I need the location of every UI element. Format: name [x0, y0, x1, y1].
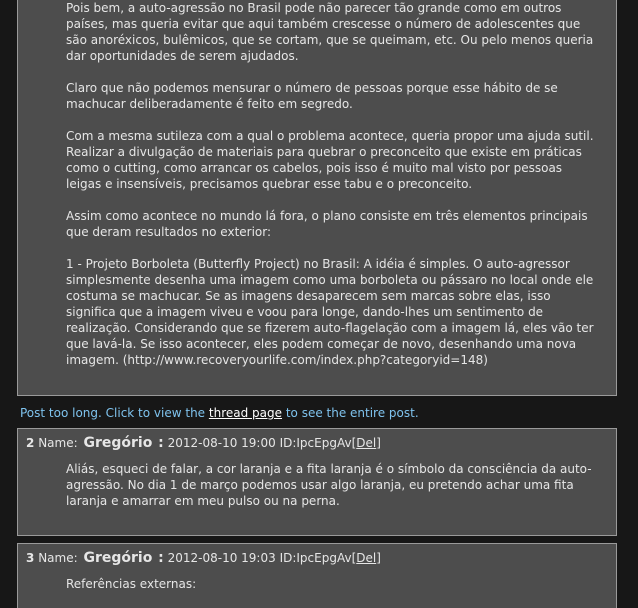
thread-page-link[interactable]: thread page — [208, 406, 283, 420]
post-1-paragraph: Assim como acontece no mundo lá fora, o plano consiste em três elementos principais que deram resultados no exterior: — [66, 209, 588, 239]
poster-id: ID:IpcEpgAv — [279, 436, 352, 450]
del-open-bracket: [ — [351, 436, 357, 450]
post-2-header — [26, 435, 381, 451]
post-1-body — [66, 0, 596, 368]
post-number[interactable]: 2 — [26, 436, 35, 450]
post-number[interactable]: 3 — [26, 551, 35, 565]
post-1 — [17, 0, 617, 396]
notice-suffix: to see the entire post. — [282, 406, 419, 420]
del-close-bracket: ] — [376, 551, 381, 565]
name-label: Name: — [38, 551, 78, 565]
name-separator: : — [158, 435, 164, 451]
delete-link[interactable]: Del — [356, 551, 377, 565]
post-datetime: 2012-08-10 19:03 — [167, 551, 276, 565]
name-label: Name: — [38, 436, 78, 450]
post-1-paragraph: Com a mesma sutileza com a qual o problema acontece, queria propor uma ajuda sutil. Realizar a divulgação de materiais para quebrar o preconceito que existe em práticas como o cutting, como arrancar os cabelos, pois isso é muito mal visto por pessoas leigas e insensíveis, precisamos quebrar esse tabu e o preconceito. — [66, 129, 594, 191]
post-1-paragraph: Claro que não podemos mensurar o número de pessoas porque esse hábito de se machucar deliberadamente é feito em segredo. — [66, 81, 558, 111]
notice-prefix: Post too long. Click to view the — [20, 406, 209, 420]
delete-link[interactable]: Del — [356, 436, 377, 450]
post-datetime: 2012-08-10 19:00 — [167, 436, 276, 450]
name-separator: : — [158, 550, 164, 566]
poster-id: ID:IpcEpgAv — [279, 551, 352, 565]
post-too-long-notice — [20, 405, 419, 421]
poster-name: Gregório — [83, 435, 153, 451]
del-open-bracket: [ — [351, 551, 357, 565]
post-3-header — [26, 550, 381, 566]
post-3-body: Referências externas: — [66, 577, 197, 591]
post-1-paragraph: 1 - Projeto Borboleta (Butterfly Project) no Brasil: A idéia é simples. O auto-agressor simplesmente desenha uma imagem como uma borboleta ou pássaro no local onde ele costuma se machucar. Se as imagens desaparecem sem marcas sobre elas, isso significa que a imagem viveu e voou para longe, dando-lhes um sentimento de realização. Considerando que se fizerem auto-flagelação com a imagem lá, eles vão ter que lavá-la. Se isso acontecer, eles podem começar de novo, desenhando uma nova imagem. (http://www.recoveryourlife.com/index.php?categoryid=148) — [66, 257, 594, 367]
post-2-body: Aliás, esqueci de falar, a cor laranja e a fita laranja é o símbolo da consciência da auto-agressão. No dia 1 de março podemos usar algo laranja, eu pretendo achar uma fita laranja e amarrar em meu pulso ou na perna. — [66, 462, 592, 508]
del-close-bracket: ] — [376, 436, 381, 450]
post-2 — [17, 428, 617, 536]
post-3 — [17, 543, 617, 608]
post-1-paragraph: Pois bem, a auto-agressão no Brasil pode não parecer tão grande como em outros países, mas queria evitar que aqui também crescesse o número de adolescentes que são anoréxicos, bulêmicos, que se cortam, que se queimam, etc. Ou pelo menos queria dar oportunidades de serem ajudados. — [66, 1, 594, 63]
poster-name: Gregório — [83, 550, 153, 566]
